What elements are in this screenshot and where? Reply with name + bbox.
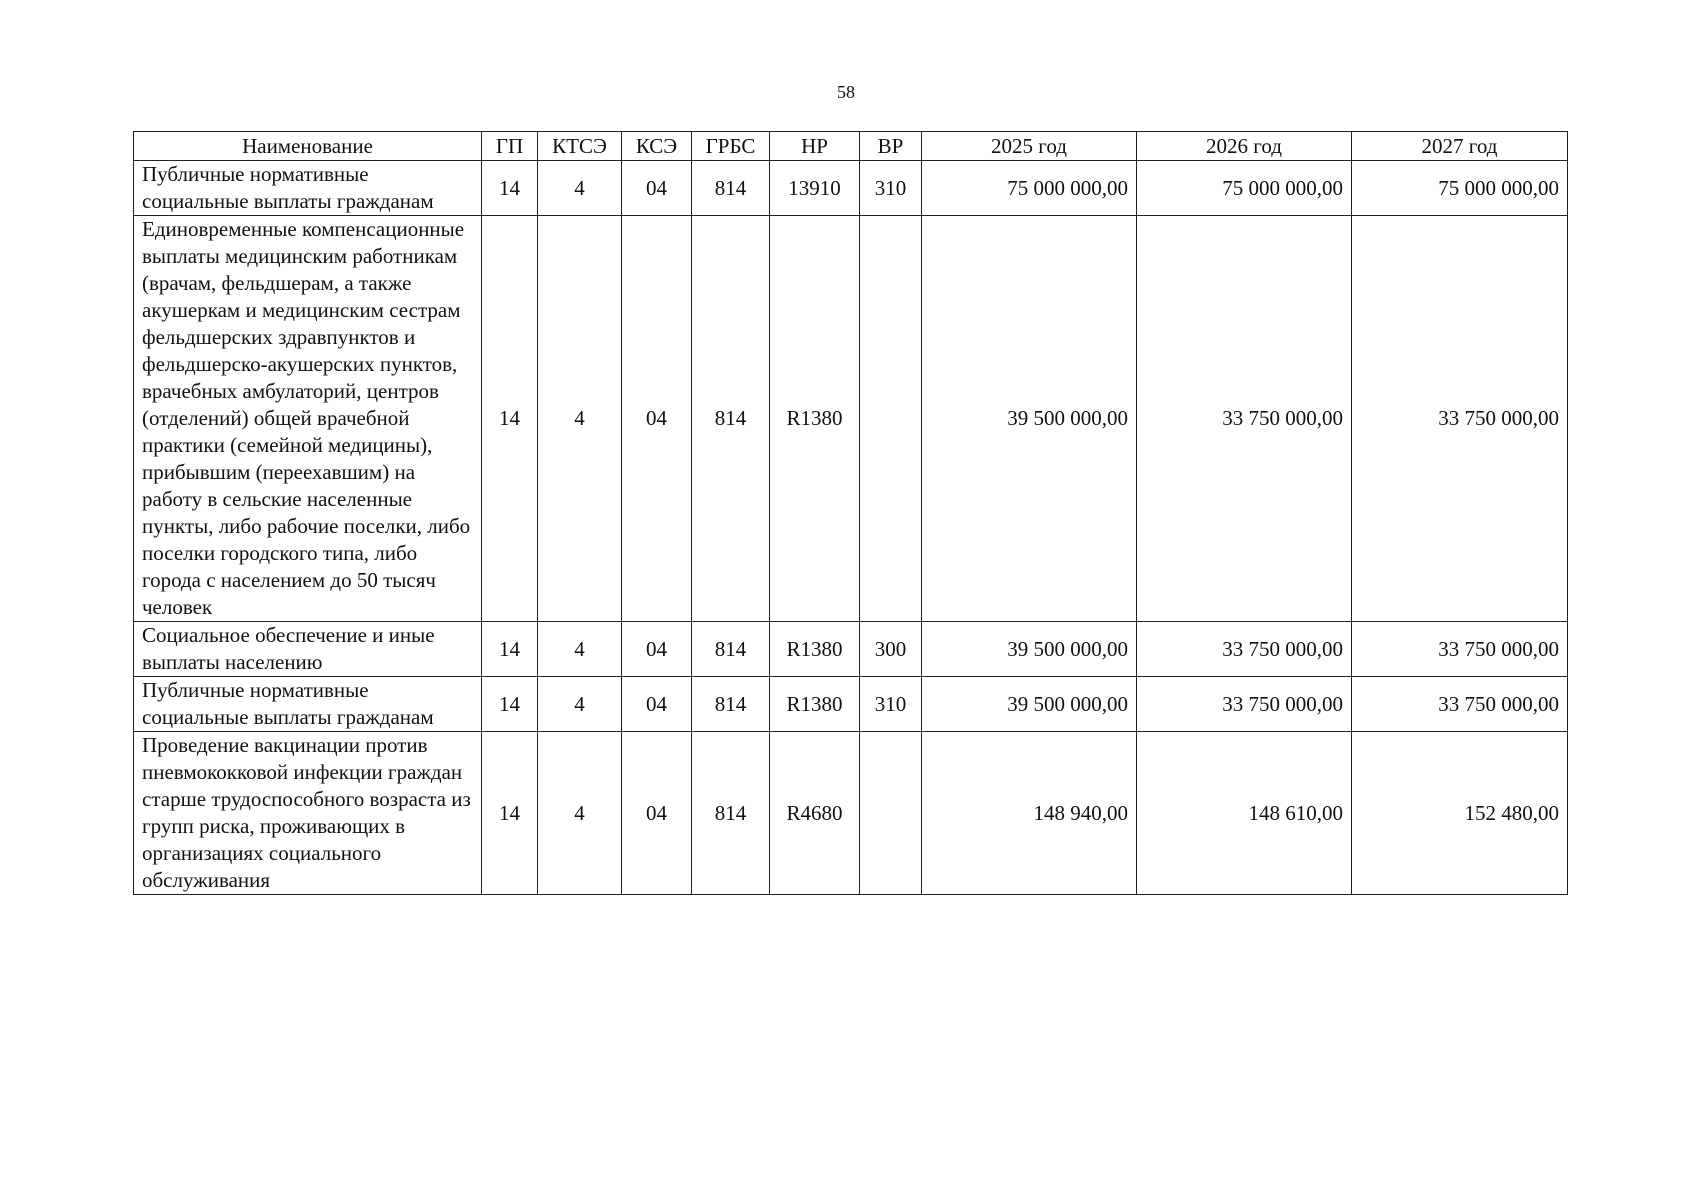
row-amount-2025: 75 000 000,00 (922, 161, 1137, 216)
row-vr (860, 216, 922, 622)
row-amount-2026: 33 750 000,00 (1137, 622, 1352, 677)
header-name: Наименование (134, 132, 482, 161)
page-number: 58 (837, 82, 855, 102)
row-amount-2025: 39 500 000,00 (922, 216, 1137, 622)
row-name: Публичные нормативные социальные выплаты гражданам (134, 161, 482, 216)
row-ktse: 4 (538, 622, 622, 677)
row-amount-2027: 33 750 000,00 (1352, 622, 1568, 677)
row-amount-2026: 75 000 000,00 (1137, 161, 1352, 216)
table-header-row (134, 132, 1568, 161)
row-grbs: 814 (692, 216, 770, 622)
row-kse: 04 (622, 677, 692, 732)
header-vr: ВР (860, 132, 922, 161)
row-amount-2025: 39 500 000,00 (922, 622, 1137, 677)
row-nr: R1380 (770, 622, 860, 677)
row-ktse: 4 (538, 216, 622, 622)
row-ktse: 4 (538, 732, 622, 895)
row-gp: 14 (482, 161, 538, 216)
row-name: Проведение вакцинации против пневмококковой инфекции граждан старше трудоспособного возраста из групп риска, проживающих в организациях социального обслуживания (134, 732, 482, 895)
table-row (134, 216, 1568, 622)
row-nr: 13910 (770, 161, 860, 216)
row-grbs: 814 (692, 622, 770, 677)
header-2026: 2026 год (1137, 132, 1352, 161)
table-row (134, 677, 1568, 732)
row-vr: 310 (860, 161, 922, 216)
row-name: Публичные нормативные социальные выплаты гражданам (134, 677, 482, 732)
row-kse: 04 (622, 732, 692, 895)
header-kse: КСЭ (622, 132, 692, 161)
row-name: Социальное обеспечение и иные выплаты населению (134, 622, 482, 677)
row-amount-2025: 39 500 000,00 (922, 677, 1137, 732)
row-gp: 14 (482, 732, 538, 895)
row-amount-2027: 75 000 000,00 (1352, 161, 1568, 216)
header-grbs: ГРБС (692, 132, 770, 161)
row-vr: 300 (860, 622, 922, 677)
budget-table (133, 131, 1568, 895)
row-kse: 04 (622, 216, 692, 622)
row-nr: R1380 (770, 216, 860, 622)
row-amount-2027: 152 480,00 (1352, 732, 1568, 895)
table-row (134, 161, 1568, 216)
row-amount-2026: 33 750 000,00 (1137, 216, 1352, 622)
row-kse: 04 (622, 161, 692, 216)
row-ktse: 4 (538, 677, 622, 732)
row-amount-2026: 148 610,00 (1137, 732, 1352, 895)
row-nr: R1380 (770, 677, 860, 732)
header-2027: 2027 год (1352, 132, 1568, 161)
header-nr: НР (770, 132, 860, 161)
row-nr: R4680 (770, 732, 860, 895)
row-ktse: 4 (538, 161, 622, 216)
row-name: Единовременные компенсационные выплаты медицинским работникам (врачам, фельдшерам, а также акушеркам и медицинским сестрам фельдшерских здравпунктов и фельдшерско-акушерских пунктов, врачебных амбулаторий, центров (отделений) общей врачебной практики (семейной медицины), прибывшим (переехавшим) на работу в сельские населенные пункты, либо рабочие поселки, либо поселки городского типа, либо города с населением до 50 тысяч человек (134, 216, 482, 622)
table-row (134, 622, 1568, 677)
row-vr (860, 732, 922, 895)
header-2025: 2025 год (922, 132, 1137, 161)
row-kse: 04 (622, 622, 692, 677)
header-ktse: КТСЭ (538, 132, 622, 161)
row-amount-2027: 33 750 000,00 (1352, 677, 1568, 732)
row-grbs: 814 (692, 677, 770, 732)
row-gp: 14 (482, 677, 538, 732)
row-amount-2027: 33 750 000,00 (1352, 216, 1568, 622)
row-gp: 14 (482, 622, 538, 677)
row-vr: 310 (860, 677, 922, 732)
row-amount-2026: 33 750 000,00 (1137, 677, 1352, 732)
table-row (134, 732, 1568, 895)
header-gp: ГП (482, 132, 538, 161)
row-grbs: 814 (692, 161, 770, 216)
row-amount-2025: 148 940,00 (922, 732, 1137, 895)
row-grbs: 814 (692, 732, 770, 895)
row-gp: 14 (482, 216, 538, 622)
